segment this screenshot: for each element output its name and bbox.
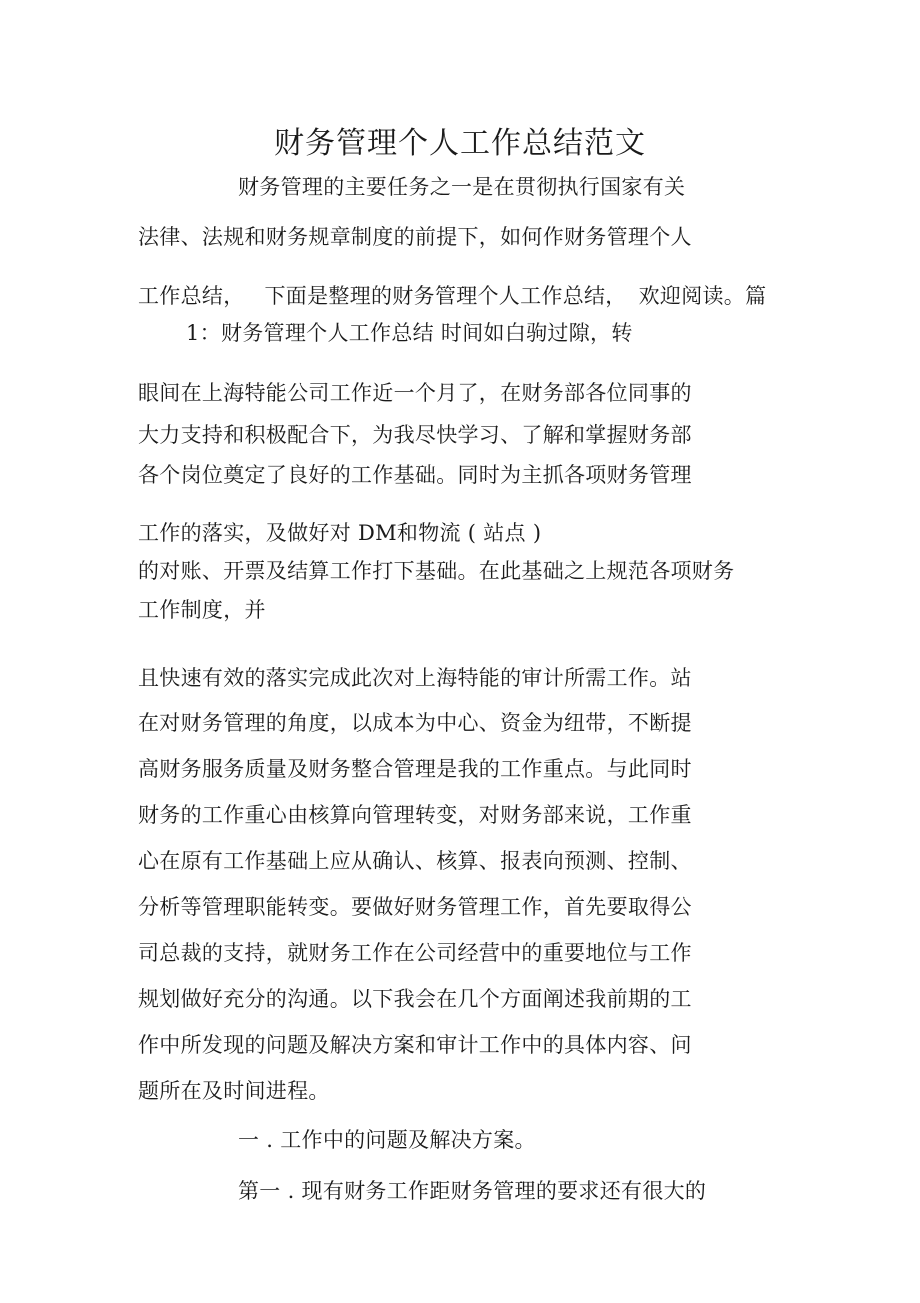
paragraph-line-segment: 工作总结，	[138, 284, 245, 308]
paragraph-line: 在对财务管理的角度，以成本为中心、资金为纽带，不断提	[138, 711, 692, 735]
paragraph-line: 第一 . 现有财务工作距财务管理的要求还有很大的	[238, 1179, 707, 1203]
paragraph-line: 大力支持和积极配合下，为我尽快学习、了解和掌握财务部	[138, 423, 692, 447]
paragraph-line: 司总裁的支持，就财务工作在公司经营中的重要地位与工作	[138, 941, 692, 965]
paragraph-line: 工作制度，并	[138, 598, 266, 622]
paragraph-line: 作中所发现的问题及解决方案和审计工作中的具体内容、问	[138, 1033, 692, 1057]
paragraph-line: 财务的工作重心由核算向管理转变，对财务部来说，工作重	[138, 803, 692, 827]
paragraph-line: 1：财务管理个人工作总结 时间如白驹过隙，转	[186, 321, 633, 345]
paragraph-line: 分析等管理职能转变。要做好财务管理工作，首先要取得公	[138, 895, 692, 919]
paragraph-line-group	[138, 281, 766, 311]
paragraph-line: 各个岗位奠定了良好的工作基础。同时为主抓各项财务管理	[138, 463, 692, 487]
paragraph-line: 工作的落实，及做好对 DM和物流 ( 站点 )	[138, 521, 542, 545]
paragraph-line-segment: 下面是整理的财务管理个人工作总结，	[264, 284, 627, 308]
paragraph-line: 法律、法规和财务规章制度的前提下，如何作财务管理个人	[138, 225, 692, 249]
paragraph-line: 且快速有效的落实完成此次对上海特能的审计所需工作。站	[138, 666, 692, 690]
paragraph-line: 财务管理的主要任务之一是在贯彻执行国家有关	[238, 175, 686, 199]
paragraph-line: 心在原有工作基础上应从确认、核算、报表向预测、控制、	[138, 849, 692, 873]
paragraph-line: 眼间在上海特能公司工作近一个月了，在财务部各位同事的	[138, 381, 692, 405]
paragraph-line: 规划做好充分的沟通。以下我会在几个方面阐述我前期的工	[138, 987, 692, 1011]
paragraph-line: 高财务服务质量及财务整合管理是我的工作重点。与此同时	[138, 757, 692, 781]
section-heading: 一 . 工作中的问题及解决方案。	[238, 1128, 536, 1152]
paragraph-line: 的对账、开票及结算工作打下基础。在此基础之上规范各项财务	[138, 559, 735, 583]
paragraph-line-segment: 欢迎阅读。篇	[638, 284, 767, 308]
paragraph-line: 题所在及时间进程。	[138, 1079, 330, 1103]
document-title: 财务管理个人工作总结范文	[274, 126, 646, 161]
